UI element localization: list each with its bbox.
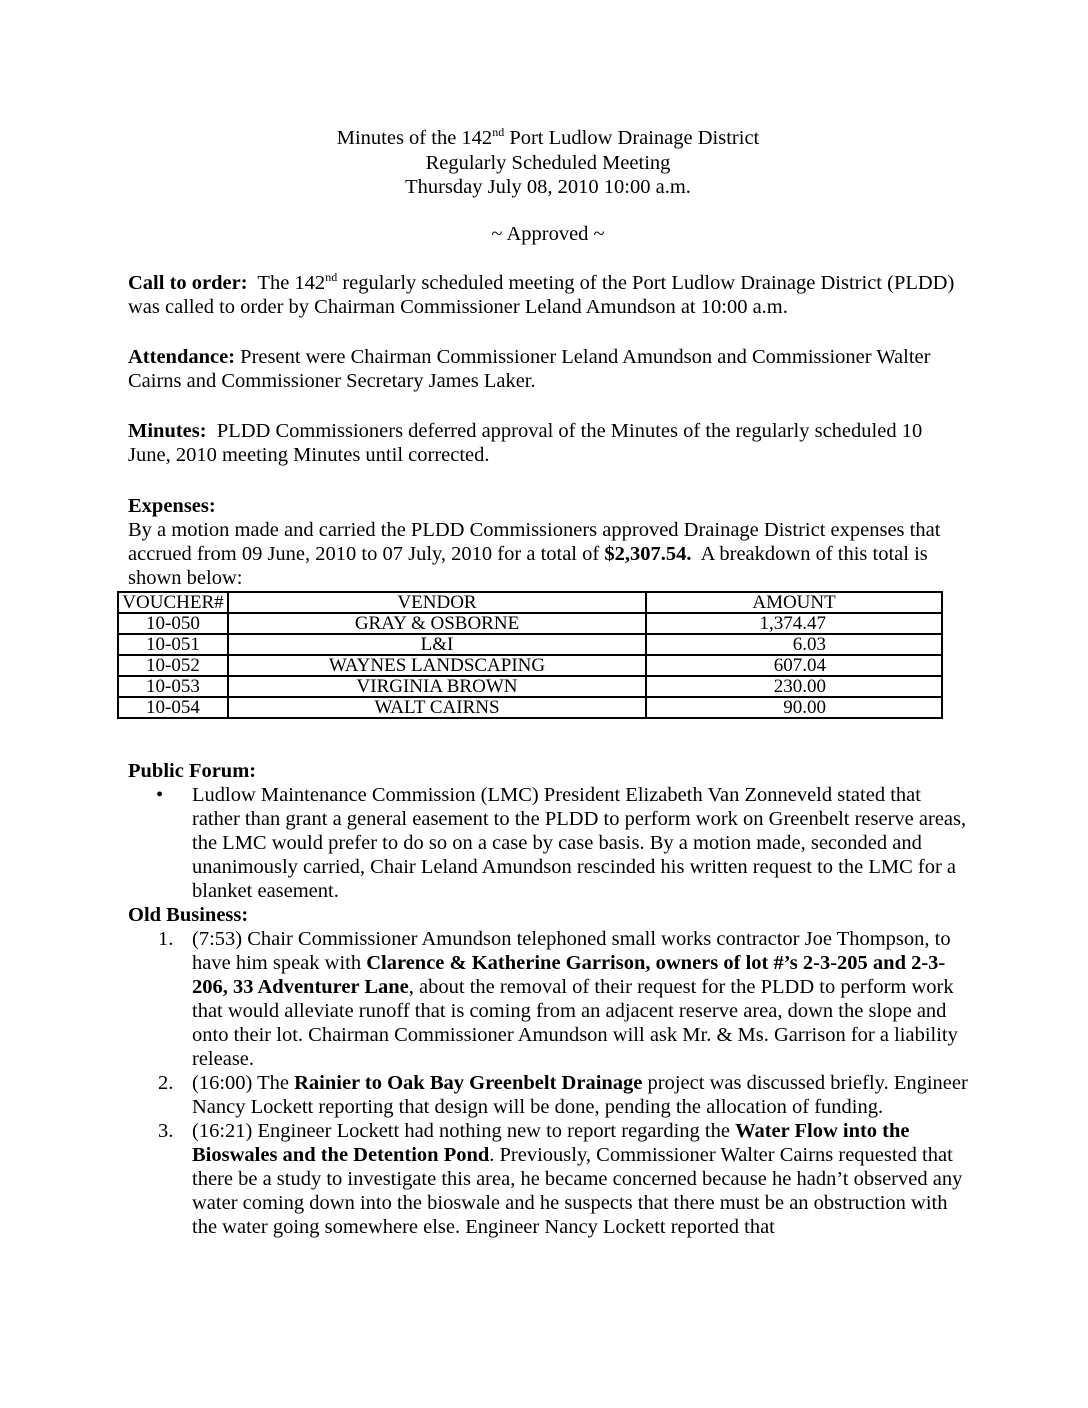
vendor-cell: WAYNES LANDSCAPING [228,655,646,676]
old-business-list [128,927,968,1239]
public-forum-list [128,783,968,903]
title-line-2: Regularly Scheduled Meeting [425,151,671,174]
list-item: 3. (16:21) Engineer Lockett had nothing new to report regarding the Water Flow into the Bioswales and the Detention Pond. Previously, Commissioner Walter Cairns requested that there be a study to investigate this area, he became concerned because he hadn’t observed any water coming down into the bioswale and he suspects that there must be an obstruction with the water going somewhere else. Engineer Nancy Lockett reported that [158,1120,963,1238]
call-to-order-label: Call to order: [128,272,248,294]
vendor-cell: GRAY & OSBORNE [228,613,646,634]
vendor-cell: VIRGINIA BROWN [228,676,646,697]
amount-cell: 230.00 [646,676,942,697]
table-row [118,634,942,655]
document-title [128,126,968,200]
voucher-cell: 10-050 [118,613,228,634]
voucher-cell: 10-054 [118,697,228,718]
voucher-cell: 10-051 [118,634,228,655]
expenses-section [128,494,968,590]
vendor-cell: L&I [228,634,646,655]
voucher-cell: 10-053 [118,676,228,697]
expenses-table [117,591,943,719]
approval-status: ~ Approved ~ [491,223,605,245]
amount-cell: 90.00 [646,697,942,718]
table-row [118,613,942,634]
amount-cell: 6.03 [646,634,942,655]
bullet-icon: • [156,784,164,806]
list-item: • Ludlow Maintenance Commission (LMC) President Elizabeth Van Zonneveld stated that rather than grant a general easement to the PLDD to perform work on Greenbelt reserve areas, the LMC would prefer to do so on a case by case basis. By a motion made, seconded and unanimously carried, Chair Leland Amundson rescinded his written request to the LMC for a blanket easement. [156,784,967,902]
minutes-section: Minutes: PLDD Commissioners deferred approval of the Minutes of the regularly scheduled 10 June, 2010 meeting Minutes until corrected. [128,420,928,466]
column-header-vendor: VENDOR [228,592,646,613]
attendance-section: Attendance: Present were Chairman Commissioner Leland Amundson and Commissioner Walter Cairns and Commissioner Secretary James Laker. [128,346,931,392]
vendor-cell: WALT CAIRNS [228,697,646,718]
amount-cell: 1,374.47 [646,613,942,634]
expenses-label: Expenses: [128,495,216,517]
minutes-label: Minutes: [128,420,207,442]
table-row [118,697,942,718]
attendance-label: Attendance: [128,346,236,368]
column-header-voucher: VOUCHER# [118,592,228,613]
title-line-1: Minutes of the 142nd Port Ludlow Drainage District [336,125,760,149]
table-row [118,676,942,697]
column-header-amount: AMOUNT [646,592,942,613]
list-item: 2. (16:00) The Rainier to Oak Bay Greenbelt Drainage project was discussed briefly. Engineer Nancy Lockett reporting that design will be done, pending the allocation of funding. [158,1072,968,1118]
table-row [118,655,942,676]
voucher-cell: 10-052 [118,655,228,676]
expenses-total: $2,307.54. [604,543,692,565]
public-forum-label: Public Forum: [128,760,257,782]
call-to-order-section: Call to order: The 142nd regularly scheduled meeting of the Port Ludlow Drainage District (PLDD) was called to order by Chairman Commissioner Leland Amundson at 10:00 a.m. [128,270,955,318]
expenses-text: By a motion made and carried the PLDD Commissioners approved Drainage District expenses that accrued from 09 June, 2010 to 07 July, 2010 for a total of $2,307.54. A breakdown of this total is shown below: [128,519,941,589]
public-forum-section [128,759,968,1239]
table-header-row [118,592,942,613]
title-line-3: Thursday July 08, 2010 10:00 a.m. [405,176,691,198]
list-item: 1. (7:53) Chair Commissioner Amundson telephoned small works contractor Joe Thompson, to have him speak with Clarence & Katherine Garrison, owners of lot #’s 2-3-205 and 2-3-206, 33 Adventurer Lane, about the removal of their request for the PLDD to perform work that would alleviate runoff that is coming from an adjacent reserve area, down the slope and onto their lot. Chairman Commissioner Amundson will ask Mr. & Ms. Garrison for a liability release. [158,928,958,1070]
old-business-label: Old Business: [128,904,249,926]
amount-cell: 607.04 [646,655,942,676]
